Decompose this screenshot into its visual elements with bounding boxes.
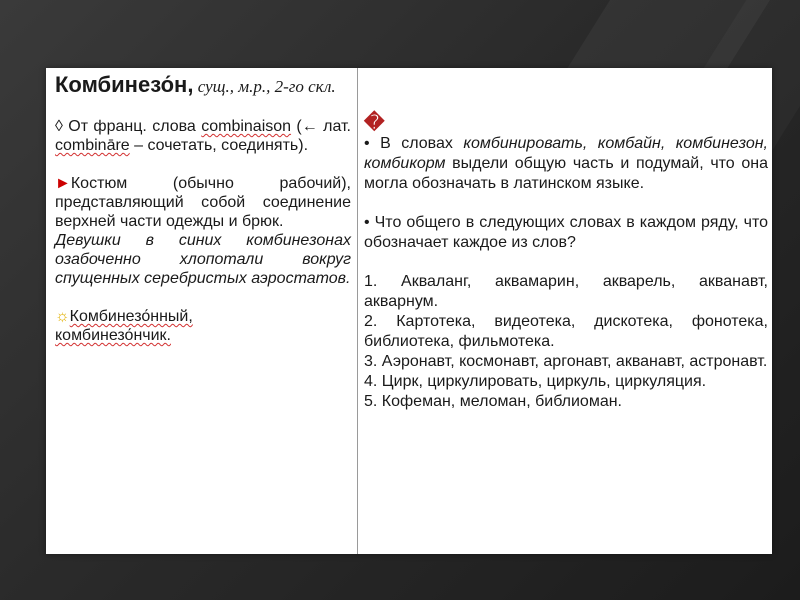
task-words: комбинировать, комбайн, комбинезон, комбикорм: [364, 135, 768, 172]
word-row: 1. Акваланг, аквамарин, акварель, акванавт, акварнум.: [364, 273, 768, 310]
derivative-word: комбинезо́нчик.: [55, 327, 171, 344]
task-2: [364, 213, 768, 253]
etymology-text: (← лат.: [291, 118, 352, 135]
word-row: 4. Цирк, циркулировать, циркуль, циркуляция.: [364, 373, 707, 390]
definition-text: Костюм (обычно рабочий), представляющий собой соединение верхней части одежды и брюк.: [55, 175, 351, 230]
task-text: В словах: [369, 135, 464, 152]
latin-word: combināre: [55, 137, 130, 154]
question-mark-icon: �: [364, 112, 385, 134]
headword: Комбинезо́н: [55, 72, 188, 97]
task-1: [364, 134, 768, 194]
headword-comma: ,: [187, 72, 194, 97]
french-word: combinaison: [201, 118, 292, 135]
bullet-icon: •: [364, 135, 370, 152]
word-row: 2. Картотека, видеотека, дискотека, фонотека, библиотека, фильмотека.: [364, 313, 768, 350]
etymology-text: От франц. слова: [62, 118, 202, 135]
derivative-word: Комбинезо́нный,: [69, 308, 193, 325]
content-table: [46, 68, 772, 554]
diamond-icon: ◊: [55, 118, 63, 135]
task-text: Что общего в следующих словах в каждом ряду, что обозначает каждое из слов?: [364, 214, 768, 251]
word-row: 3. Аэронавт, космонавт, аргонавт, акванавт, астронавт.: [364, 353, 768, 370]
sun-icon: ☼: [55, 308, 70, 325]
entry-heading: [55, 74, 351, 98]
column-divider: [357, 68, 358, 554]
word-row: 5. Кофеман, меломан, библиоман.: [364, 393, 622, 410]
etymology: [55, 117, 351, 155]
definition: [55, 174, 351, 231]
task-text: выдели общую часть и подумай, что она могла обозначать в латинском языке.: [364, 155, 768, 192]
dictionary-entry-column: [55, 68, 351, 345]
grammar-note: сущ., м.р., 2-го скл.: [193, 77, 336, 96]
usage-example: Девушки в синих комбинезонах озабоченно хлопотали вокруг спущенных серебристых аэростатов.: [55, 232, 351, 287]
tasks-column: [364, 68, 768, 412]
derivatives: [55, 307, 351, 345]
triangle-bullet-icon: ►: [55, 175, 71, 192]
bullet-icon: •: [364, 214, 370, 231]
etymology-text: – сочетать, соединять).: [129, 137, 309, 154]
